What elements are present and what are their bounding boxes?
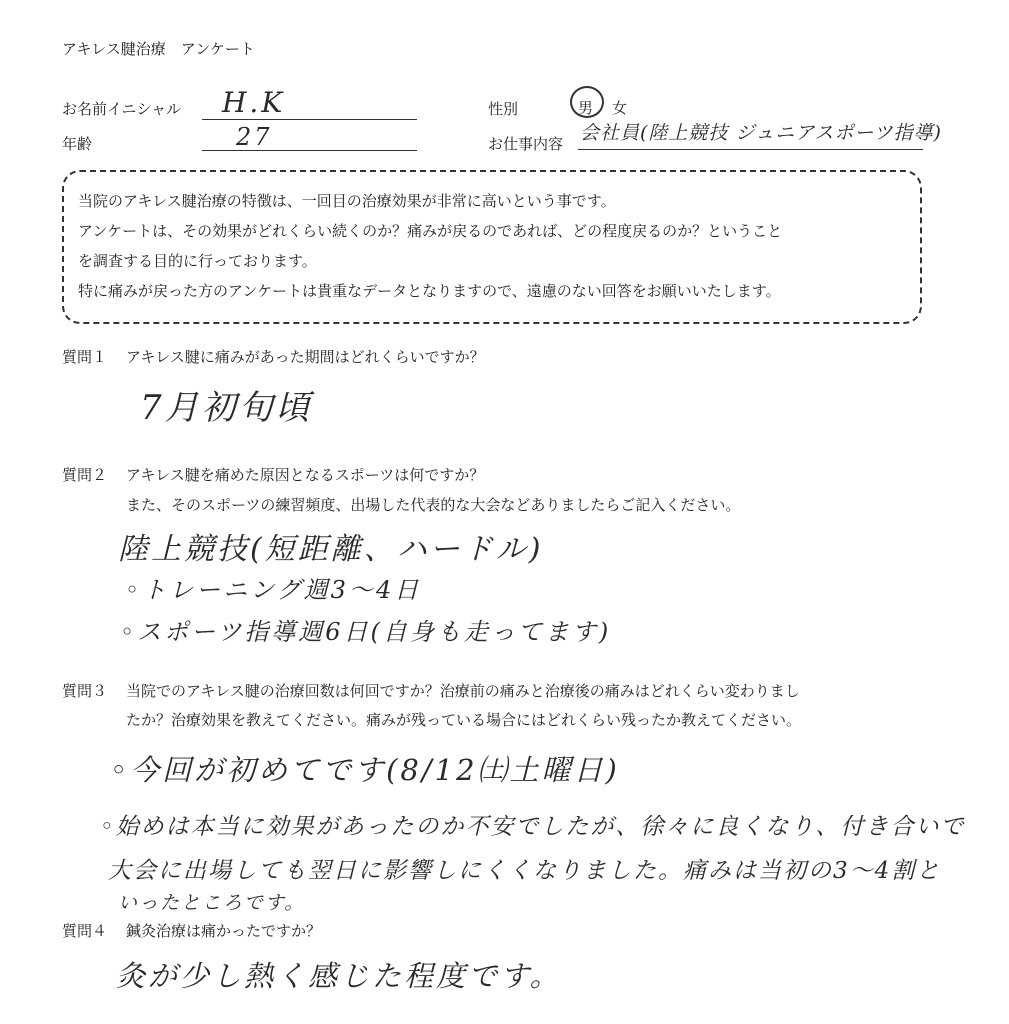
question-text: アキレス腱を痛めた原因となるスポーツは何ですか？ — [126, 466, 485, 484]
question-label: 質問２ — [62, 466, 108, 484]
occupation-value: 会社員(陸上競技 ジュニアスポーツ指導) — [580, 122, 942, 144]
occupation-label: お仕事内容 — [488, 135, 564, 153]
answer-text: 大会に出場しても翌日に影響しにくくなりました。痛みは当初の3〜4割と — [108, 858, 942, 884]
answer-text: いったところです。 — [118, 892, 306, 914]
question-text: アキレス腱に痛みがあった期間はどれくらいですか？ — [126, 348, 485, 366]
answer-text: 7月初旬頃 — [140, 388, 313, 428]
notice-line: を調査する目的に行っております。 — [78, 252, 317, 270]
answer-text: 陸上競技(短距離、ハードル) — [118, 532, 544, 567]
answer-text: ◦スポーツ指導週6日(自身も走ってます) — [120, 618, 612, 646]
form-title: アキレス腱治療 アンケート — [62, 40, 255, 58]
notice-line: アンケートは、その効果がどれくらい続くのか？痛みが戻るのであれば、どの程度戻るのか？ということ — [78, 222, 783, 240]
gender-female-option: 女 — [612, 99, 628, 117]
age-underline — [202, 150, 417, 151]
age-value: 27 — [236, 123, 273, 151]
initials-underline — [202, 119, 417, 120]
age-label: 年齢 — [62, 135, 93, 153]
question-label: 質問４ — [62, 922, 108, 940]
occupation-underline — [578, 149, 923, 150]
answer-text: ◦始めは本当に効果があったのか不安でしたが、徐々に良くなり、付き合いで — [100, 814, 966, 840]
question-label: 質問１ — [62, 348, 108, 366]
answer-text: ◦今回が初めてです(8/12㈯土曜日) — [110, 753, 620, 787]
notice-box — [62, 170, 922, 324]
gender-male-option: 男 — [578, 99, 594, 117]
notice-line: 特に痛みが戻った方のアンケートは貴重なデータとなりますので、遠慮のない回答をお願いいたします。 — [78, 282, 781, 300]
initials-value: H.K — [222, 86, 286, 119]
notice-line: 当院のアキレス腱治療の特徴は、一回目の治療効果が非常に高いという事です。 — [78, 192, 616, 210]
question-text: 当院でのアキレス腱の治療回数は何回ですか？治療前の痛みと治療後の痛みはどれくらい変わりまし — [126, 682, 800, 700]
initials-label: お名前イニシャル — [62, 100, 182, 118]
gender-label: 性別 — [488, 100, 519, 118]
answer-text: 灸が少し熱く感じた程度です。 — [116, 959, 562, 993]
question-label: 質問３ — [62, 682, 108, 700]
question-text: 鍼灸治療は痛かったですか？ — [126, 922, 322, 940]
question-text: また、そのスポーツの練習頻度、出場した代表的な大会などありましたらご記入ください。 — [126, 496, 741, 514]
answer-text: ◦トレーニング週3〜4日 — [125, 576, 422, 604]
question-text: たか？治療効果を教えてください。痛みが残っている場合にはどれくらい残ったか教えてください。 — [126, 711, 802, 729]
